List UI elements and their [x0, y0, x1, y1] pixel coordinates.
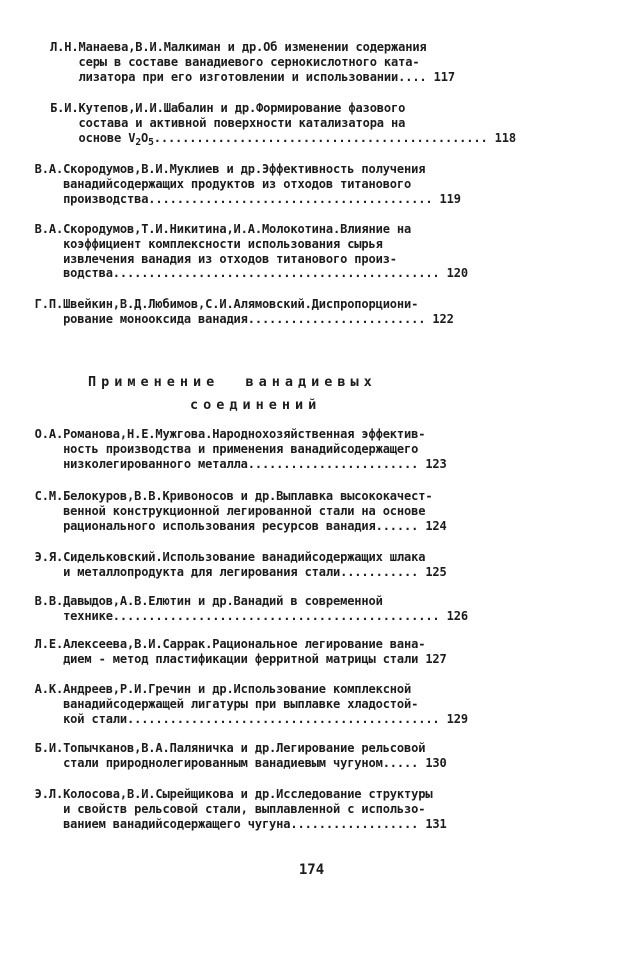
entry-line: коэффициент комплексности использования сырья	[34, 235, 383, 251]
subscript: 5	[148, 136, 154, 148]
leader-dots: ...............................................	[153, 129, 495, 145]
toc-entry	[0, 427, 623, 471]
toc-entry	[0, 222, 623, 281]
toc-entry	[0, 550, 623, 580]
entry-line-text: стали природнолегированным ванадиевым чугуном.....	[34, 754, 426, 770]
page-ref: 129	[446, 710, 468, 726]
entry-line-text: ванием ванадийсодержащего чугуна..................	[34, 815, 426, 831]
entry-line-text: и металлопродукта для легирования стали...........	[34, 563, 426, 579]
page-ref: 118	[494, 129, 517, 145]
entry-line: и свойств рельсовой стали, выплавленной с использо-	[34, 800, 426, 816]
entry-line	[0, 70, 600, 85]
entry-line: ность производства и применения ванадийсодержащего	[34, 440, 419, 456]
entry-line	[0, 131, 600, 151]
entry-line: Г.П.Швейкин,В.Д.Любимов,С.И.Алямовский.Диспропорциони-	[34, 296, 419, 311]
entry-line: В.А.Скородумов,В.И.Муклиев и др.Эффективность получения	[34, 161, 426, 176]
toc-entry	[0, 101, 623, 150]
entry-line-text: O	[140, 129, 149, 145]
toc-entry	[0, 162, 623, 206]
page-ref: 131	[425, 815, 447, 831]
page-ref: 125	[425, 563, 447, 579]
entry-line-text: дием - метод пластификации ферритной матрицы стали	[34, 650, 426, 666]
entry-line	[0, 192, 600, 207]
entry-line: А.К.Андреев,Р.И.Гречин и др.Использование комплексной	[34, 681, 412, 696]
toc-entry	[0, 741, 623, 771]
entry-line: Л.Е.Алексеева,В.И.Саррак.Рациональное легирование вана-	[34, 636, 426, 651]
entry-line	[0, 565, 600, 580]
entry-line: Э.Я.Сидельковский.Использование ванадийсодержащих шлака	[34, 549, 426, 564]
entry-line	[0, 457, 600, 472]
page-ref: 124	[425, 517, 447, 533]
page-ref: 126	[446, 607, 468, 623]
entry-line-text: технике..............................................	[34, 607, 447, 623]
entry-line-text: производства........................................	[34, 190, 440, 206]
entry-line: Б.И.Кутепов,И.И.Шабалин и др.Формирование фазового	[50, 100, 406, 115]
entry-line: С.М.Белокуров,В.В.Кривоносов и др.Выплавка высококачест-	[34, 488, 433, 503]
page-ref: 130	[425, 754, 447, 770]
page-ref: 122	[432, 310, 454, 326]
entry-line-text: рование монооксида ванадия.........................	[34, 310, 433, 326]
page-ref: 117	[433, 68, 455, 84]
page-ref: 119	[439, 190, 461, 206]
entry-line	[0, 712, 600, 727]
page-number: 174	[298, 862, 325, 878]
toc-entry	[0, 594, 623, 624]
subscript: 2	[135, 136, 141, 148]
page-ref: 123	[425, 455, 447, 471]
toc-entry	[0, 40, 623, 84]
entry-line: серы в составе ванадиевого сернокислотного ката-	[50, 53, 420, 69]
entry-line: В.В.Давыдов,А.В.Елютин и др.Ванадий в современной	[34, 593, 383, 608]
entry-line	[0, 312, 600, 327]
toc-entry	[0, 787, 623, 831]
entry-line: Л.Н.Манаева,В.И.Малкиман и др.Об изменении содержания	[50, 39, 427, 54]
entry-line-text: основе V	[50, 129, 136, 145]
entry-line	[0, 817, 600, 832]
entry-line	[0, 519, 600, 534]
toc-entry	[0, 297, 623, 327]
entry-line: Б.И.Топычканов,В.А.Паляничка и др.Легирование рельсовой	[34, 740, 426, 755]
entry-line: извлечения ванадия из отходов титанового произ-	[34, 250, 397, 266]
toc-entry	[0, 489, 623, 533]
entry-line	[0, 652, 600, 667]
entry-line: В.А.Скородумов,Т.И.Никитина,И.А.Молокотина.Влияние на	[34, 221, 412, 236]
entry-line: ванадийсодержащей лигатуры при выплавке хладостой-	[34, 695, 419, 711]
entry-line-text: низколегированного металла........................	[34, 455, 426, 471]
entry-line: венной конструкционной легированной стали на основе	[34, 502, 426, 518]
toc-entry	[0, 682, 623, 726]
entry-line	[0, 266, 600, 281]
entry-line: О.А.Романова,Н.Е.Мужгова.Народнохозяйственная эффектив-	[34, 426, 426, 441]
entry-line	[0, 609, 600, 624]
entry-line-text: лизатора при его изготовлении и использовании....	[50, 68, 434, 84]
entry-line: состава и активной поверхности катализатора на	[50, 114, 406, 130]
page-ref: 127	[425, 650, 447, 666]
entry-line: ванадийсодержащих продуктов из отходов титанового	[34, 175, 412, 191]
entry-line-text: водства..............................................	[34, 265, 447, 281]
entry-line-text: рационального использования ресурсов ванадия......	[34, 517, 426, 533]
page-ref: 120	[446, 265, 468, 281]
entry-line	[0, 756, 600, 771]
entry-line: Э.Л.Колосова,В.И.Сырейщикова и др.Исследование структуры	[34, 786, 433, 801]
entry-line-text: кой стали............................................	[34, 710, 447, 726]
toc-entry	[0, 637, 623, 667]
section-heading-continued: соединений	[190, 397, 322, 413]
section-heading: Применение ванадиевых	[88, 374, 377, 390]
